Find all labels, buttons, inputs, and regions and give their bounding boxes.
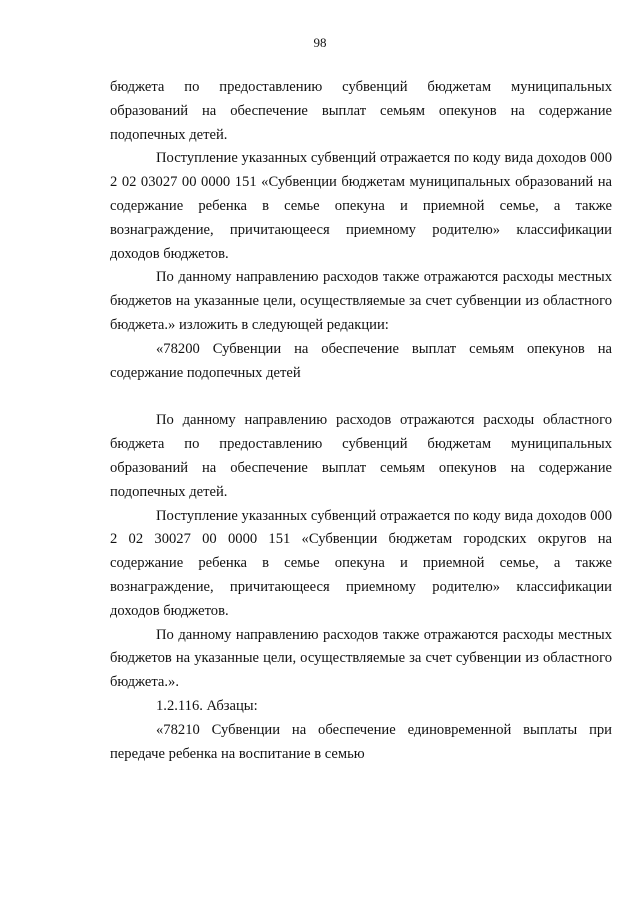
paragraph: 1.2.116. Абзацы: [156,697,258,714]
paragraph: По данному направлению расходов также отражаются расходы местных бюджетов на указанные цели, осуществляемые за счет субвенции из областного бюджета.» изложить в следующей редакции: [110,269,612,333]
page-number: 98 [313,35,327,50]
paragraph: Поступление указанных субвенций отражается по коду вида доходов 000 2 02 03027 00 0000 151 «Субвенции бюджетам муниципальных образований на содержание ребенка в семье опекуна и приемной семье, а также вознаграждение, причитающееся приемному родителю» классификации доходов бюджетов. [110,150,612,262]
paragraph: бюджета по предоставлению субвенций бюджетам муниципальных образований на обеспечение выплат семьям опекунов на содержание подопечных детей. [110,79,612,143]
paragraph: По данному направлению расходов также отражаются расходы местных бюджетов на указанные цели, осуществляемые за счет субвенции из областного бюджета.». [110,626,612,691]
document-body [110,76,612,766]
paragraph: «78200 Субвенции на обеспечение выплат семьям опекунов на содержание подопечных детей [110,340,612,381]
paragraph: «78210 Субвенции на обеспечение единовременной выплаты при передаче ребенка на воспитание в семью [110,721,612,762]
paragraph-gap [110,385,612,409]
paragraph: По данному направлению расходов отражаются расходы областного бюджета по предоставлению субвенций бюджетам муниципальных образований на обеспечение выплат семьям опекунов на содержание подопечных детей. [110,412,612,500]
paragraph: Поступление указанных субвенций отражается по коду вида доходов 000 2 02 30027 00 0000 151 «Субвенции бюджетам городских округов на содержание ребенка в семье опекуна и приемной семье, а также вознаграждение, причитающееся приемному родителю» классификации доходов бюджетов. [110,507,612,619]
